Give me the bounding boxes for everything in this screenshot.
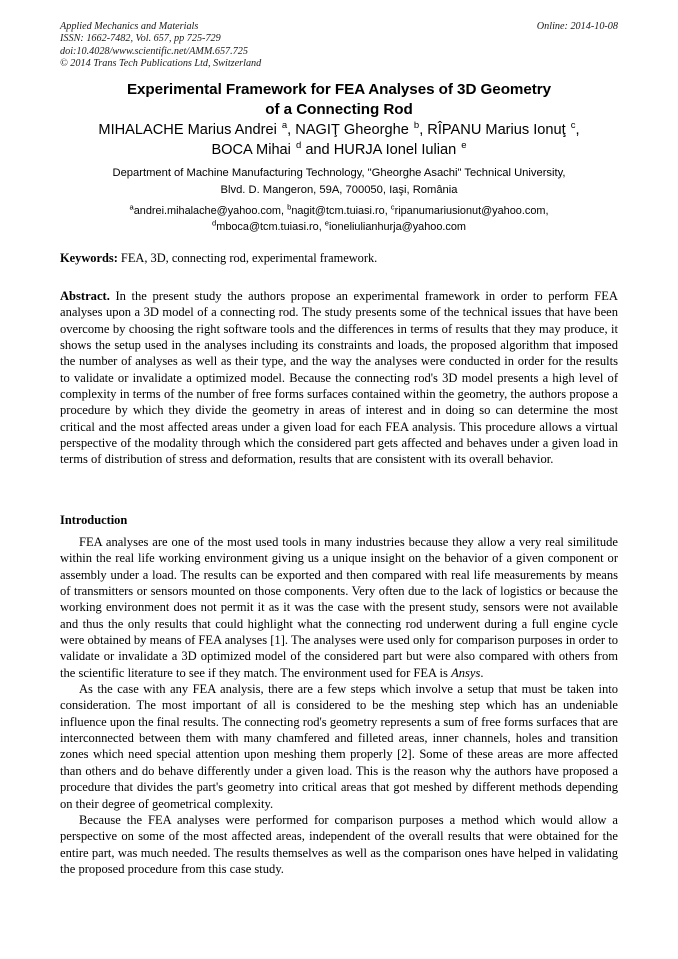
journal-header-top-row: [60, 21, 618, 33]
author-separator: ,: [287, 122, 296, 138]
introduction-heading: Introduction: [60, 513, 128, 527]
email-affiliation-marker: e: [324, 217, 329, 227]
author-affiliation-marker: a: [281, 120, 288, 132]
affiliation-line-1: Department of Machine Manufacturing Technology, "Gheorghe Asachi" Technical University,: [112, 167, 566, 179]
author-list: [60, 120, 618, 160]
intro-p1-text-b: .: [480, 665, 484, 680]
keywords-label: Keywords:: [60, 251, 118, 265]
author-line-1: [60, 120, 618, 140]
affiliation: [60, 165, 618, 198]
author-separator: ,: [419, 122, 428, 138]
author-affiliation-marker: b: [413, 120, 420, 132]
online-date: Online: 2014-10-08: [536, 21, 618, 32]
author-affiliation-marker: d: [295, 140, 302, 152]
introduction-body: [60, 534, 618, 877]
author-name: RÎPANU Marius Ionuţ: [427, 122, 570, 138]
issn-line: ISSN: 1662-7482, Vol. 657, pp 725-729: [60, 33, 221, 45]
author-name: MIHALACHE Marius Andrei: [98, 122, 281, 138]
author-name: HURJA Ionel Iulian: [333, 142, 461, 158]
author-line-2: [60, 140, 618, 160]
affiliation-line-2: Blvd. D. Mangeron, 59A, 700050, Iaşi, România: [220, 183, 458, 196]
email-line-2: [60, 217, 618, 236]
email-address[interactable]: andrei.mihalache@yahoo.com: [133, 205, 282, 217]
email-affiliation-marker: d: [212, 217, 217, 227]
email-line-1: [60, 204, 618, 220]
intro-p1-software-name: Ansys: [451, 665, 481, 680]
email-separator: ,: [384, 205, 391, 217]
email-address[interactable]: mboca@tcm.tuiasi.ro: [216, 220, 319, 233]
author-affiliation-marker: e: [461, 140, 467, 152]
page-title: [60, 80, 618, 119]
email-separator: ,: [281, 205, 288, 217]
title-line-1: Experimental Framework for FEA Analyses of 3D Geometry: [126, 81, 552, 98]
email-separator: ,: [545, 205, 549, 217]
author-emails: [60, 204, 618, 235]
author-name: BOCA Mihai: [211, 142, 295, 158]
copyright-line: © 2014 Trans Tech Publications Ltd, Switzerland: [60, 58, 262, 70]
journal-header: [60, 21, 618, 71]
author-affiliation-marker: c: [570, 120, 576, 132]
email-address[interactable]: ripanumariusionut@yahoo.com: [394, 205, 546, 217]
author-separator: and: [301, 142, 334, 158]
title-line-2: of a Connecting Rod: [265, 100, 413, 118]
email-affiliation-marker: a: [129, 202, 134, 212]
doi-line: doi:10.4028/www.scientific.net/AMM.657.725: [60, 45, 248, 57]
introduction-paragraph-2: As the case with any FEA analysis, there are a few steps which involve a setup that must be taken into consideration. The most important of all is considered to be the meshing step which has an undeniable influence upon the final results. The connecting rod's geometry represents a sum of free forms surfaces that are interconnected between them with many chamfered and filleted areas, inner channels, holes and transition zones which need special attention upon meshing them properly [2]. Some of these areas are more affected than others and do behave differently under a given load. This is the reason why the authors have proposed a procedure that divides the part's geometry into critical areas that got meshed by different methods depending on their degree of geometrical complexity.: [60, 682, 618, 811]
email-affiliation-marker: c: [390, 202, 395, 212]
email-separator: ,: [318, 220, 325, 233]
author-separator: ,: [575, 122, 580, 138]
introduction-paragraph-1: [60, 534, 618, 681]
abstract-text: In the present study the authors propose an experimental framework in order to perform FEA analyses upon a 3D model of a connecting rod. The study presents some of the technical issues that have been overcome by choosing the right software tools and the differences in terms of results that they may produce, it shows the setup used in the analyses including its constraints and loads, the proposed algorithm that imposed the number of analyses as well as their type, and the way the analyses were conducted in order for the results to validate or invalidate a optimized model. Because the connecting rod's 3D model presents a high level of complexity in terms of the number of free forms surfaces contained within the geometry, the authors propose a procedure by which they divide the geometry in areas of interest and in doing so can determine the most critical and the most affected areas under a given load for each FEA analysis. This procedure allows a virtual perspective of the modality through which the considered part gets affected and behaves under a given load in terms of distribution of stress and deformation, results that are consistent with its overall behavior.: [60, 289, 618, 467]
email-affiliation-marker: b: [287, 202, 292, 212]
keywords-text: FEA, 3D, connecting rod, experimental framework.: [117, 251, 378, 265]
intro-p1-text-a: FEA analyses are one of the most used tools in many industries because they allow a very real similitude within the real life working environment giving us a unique insight on the behavior of a given component or assembly under a load. The results can be exported and then compared with real life measurements by means of transmitters or sensors mounted on those components. Very often due to the lack of logistics or because the working environment does not permit it as it was the case with the present study, sensors were not available and thus the only results that could highlight what the connecting rod underwent during a full engine cycle were obtained by means of FEA analyses [1]. The analyses were used only for comparison purposes in order to validate or invalidate a 3D optimized model of the considered part but were also compared with others from the scientific literature to see if they match. The environment used for FEA is: [60, 535, 618, 680]
email-address[interactable]: nagit@tcm.tuiasi.ro: [291, 205, 385, 217]
abstract-label: Abstract.: [60, 289, 110, 303]
keywords-section: [60, 250, 618, 266]
email-address[interactable]: ioneliulianhurja@yahoo.com: [329, 220, 466, 233]
journal-name: Applied Mechanics and Materials: [60, 21, 199, 32]
introduction-paragraph-3: Because the FEA analyses were performed for comparison purposes a method which would allow a perspective on some of the most affected areas, independent of the overall results that were obtained for the entire part, was much needed. The results themselves as well as the comparison ones have helped in validating the proposed procedure from this case study.: [60, 812, 618, 876]
author-name: NAGIŢ Gheorghe: [295, 122, 413, 138]
abstract-section: [60, 288, 618, 468]
